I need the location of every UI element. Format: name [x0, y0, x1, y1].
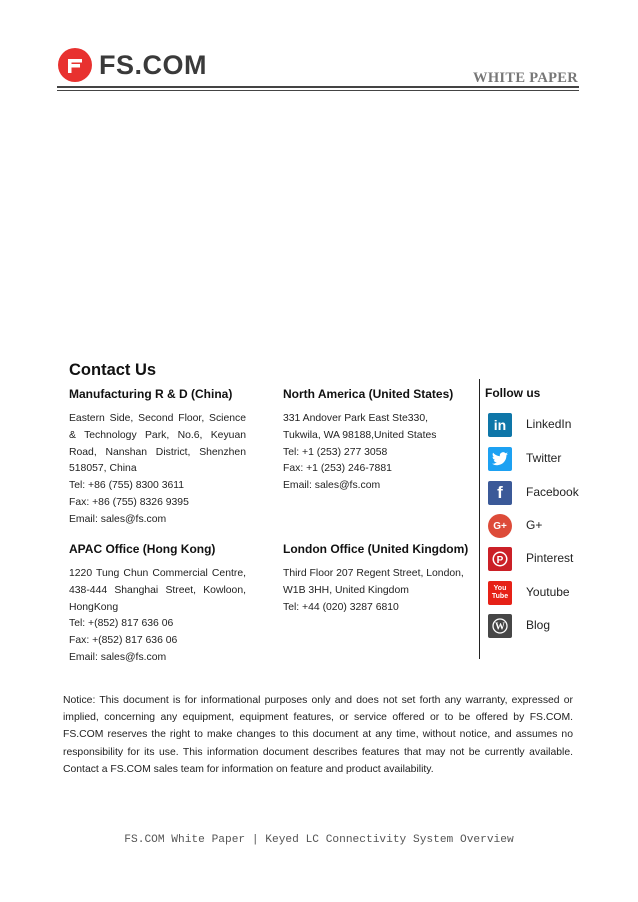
- office-address: Eastern Side, Second Floor, Science & Technology Park, No.6, Keyuan Road, Nanshan District, Shenzhen 518057, China: [69, 413, 246, 475]
- office-fax: Fax: +86 (755) 8326 9395: [69, 496, 189, 508]
- office-address: 1220 Tung Chun Commercial Centre, 438-444 Shanghai Street, Kowloon, HongKong: [69, 568, 246, 613]
- social-label-gplus[interactable]: G+: [526, 518, 543, 532]
- office-title-china: Manufacturing R & D (China): [69, 387, 233, 401]
- social-label-twitter[interactable]: Twitter: [526, 451, 562, 465]
- wordpress-icon[interactable]: [488, 614, 512, 638]
- office-tel: Tel: +(852) 817 636 06: [69, 618, 174, 630]
- office-block-hongkong: [69, 566, 246, 667]
- office-title-us: North America (United States): [283, 387, 454, 401]
- office-title-london: London Office (United Kingdom): [283, 542, 469, 556]
- follow-divider: [479, 379, 480, 659]
- google-plus-icon[interactable]: G+: [488, 514, 512, 538]
- brand-name: FS.COM: [99, 50, 207, 80]
- facebook-icon[interactable]: f: [488, 481, 512, 505]
- svg-text:P: P: [496, 555, 504, 566]
- social-label-facebook[interactable]: Facebook: [526, 485, 579, 499]
- office-tel: Tel: +44 (020) 3287 6810: [283, 601, 399, 613]
- document-type: WHITE PAPER: [473, 70, 578, 86]
- page-footer: FS.COM White Paper | Keyed LC Connectivity System Overview: [124, 834, 514, 846]
- social-label-pinterest[interactable]: Pinterest: [526, 551, 574, 565]
- office-fax: Fax: +1 (253) 246-7881: [283, 463, 392, 475]
- office-block-china: [69, 411, 246, 529]
- fs-logo-icon: [58, 48, 92, 82]
- header-divider-thin: [57, 90, 579, 91]
- office-address: Third Floor 207 Regent Street, London, W1B 3HH, United Kingdom: [283, 568, 464, 596]
- header-divider: [57, 86, 579, 88]
- svg-text:W: W: [495, 621, 505, 633]
- office-address: 331 Andover Park East Ste330, Tukwila, WA 98188,United States: [283, 413, 437, 441]
- twitter-icon[interactable]: [488, 447, 512, 471]
- office-email[interactable]: Email: sales@fs.com: [69, 513, 167, 525]
- office-title-hongkong: APAC Office (Hong Kong): [69, 542, 216, 556]
- office-tel: Tel: +1 (253) 277 3058: [283, 446, 388, 458]
- office-email[interactable]: Email: sales@fs.com: [283, 480, 381, 492]
- follow-title: Follow us: [485, 386, 541, 400]
- social-label-youtube[interactable]: Youtube: [526, 585, 570, 599]
- social-label-linkedin[interactable]: LinkedIn: [526, 417, 572, 431]
- contact-title: Contact Us: [69, 361, 157, 379]
- office-block-us: [283, 411, 468, 495]
- youtube-icon[interactable]: You Tube: [488, 581, 512, 605]
- pinterest-icon[interactable]: [488, 547, 512, 571]
- social-label-blog[interactable]: Blog: [526, 618, 551, 632]
- office-tel: Tel: +86 (755) 8300 3611: [69, 480, 185, 492]
- notice-text: Notice: This document is for informational purposes only and does not set forth any warranty, expressed or implied, concerning any equipment, equipment features, or service offered or to be offered by FS.COM. FS.COM reserves the right to make changes to this document at any time, without notice, and assumes no responsibility for its use. This information document describes features that may not be currently available. Contact a FS.COM sales team for information on feature and product availability.: [63, 695, 573, 775]
- office-fax: Fax: +(852) 817 636 06: [69, 635, 178, 647]
- office-block-london: [283, 566, 468, 616]
- office-email[interactable]: Email: sales@fs.com: [69, 651, 167, 663]
- linkedin-icon[interactable]: in: [488, 413, 512, 437]
